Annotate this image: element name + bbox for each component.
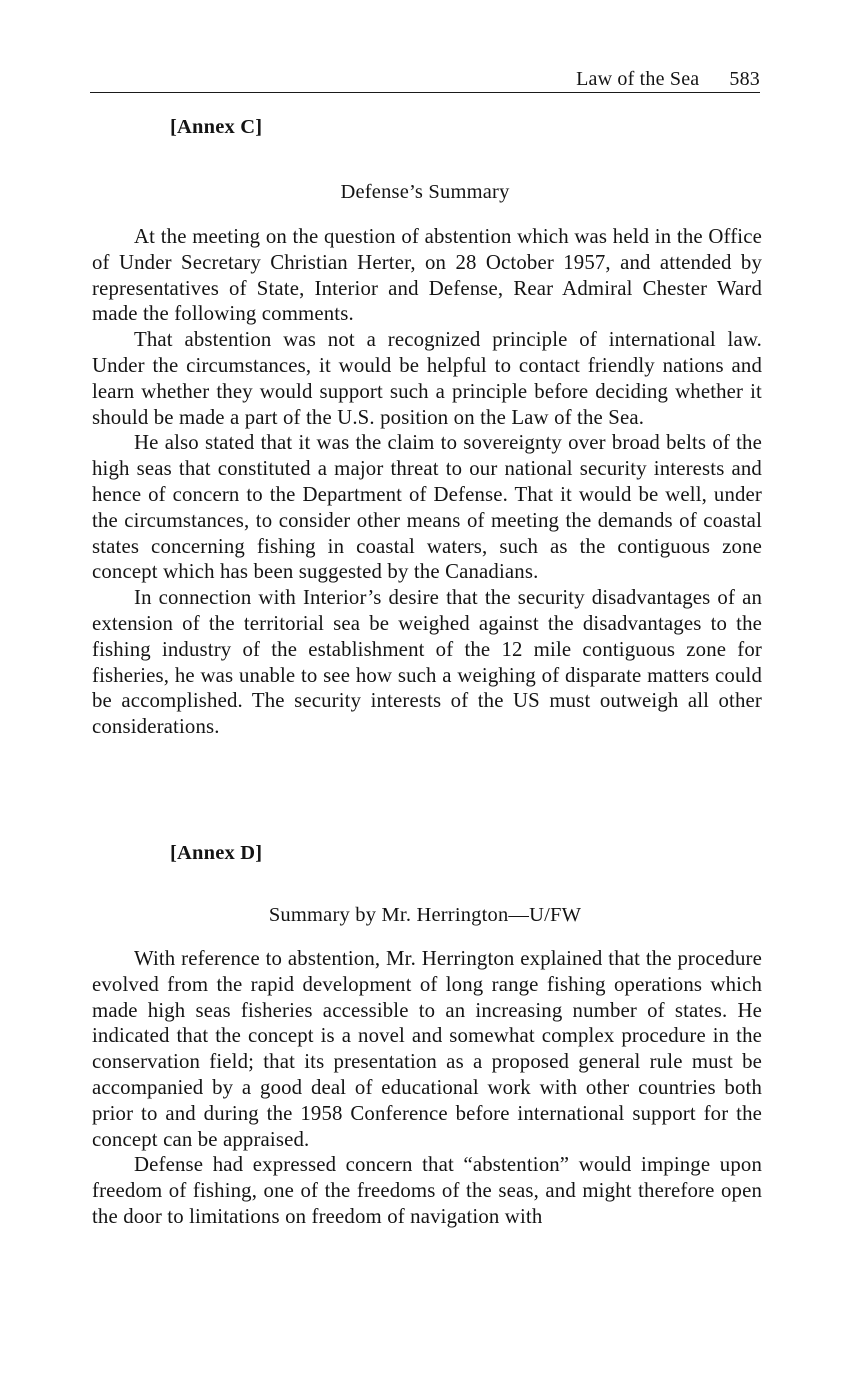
running-head — [90, 66, 760, 93]
annex-d-body — [92, 946, 762, 1230]
annex-c-body — [92, 224, 762, 740]
paragraph: He also stated that it was the claim to sovereignty over broad belts of the high seas that constituted a major threat to our national security interests and hence of concern to the Department of Defense. That it would be well, under the circumstances, to consider other means of meeting the demands of coastal states concerning fishing in coastal waters, such as the contiguous zone concept which has been suggested by the Canadians. — [92, 431, 762, 584]
running-title: Law of the Sea — [576, 68, 700, 90]
annex-c-label: [Annex C] — [170, 116, 263, 138]
page-number: 583 — [729, 68, 760, 90]
paragraph: That abstention was not a recognized principle of international law. Under the circumstances, it would be helpful to contact friendly nations and learn whether they would support such a principle before deciding whether it should be made a part of the U.S. position on the Law of the Sea. — [92, 328, 762, 429]
paragraph: Defense had expressed concern that “abstention” would impinge upon freedom of fishing, one of the freedoms of the seas, and might therefore open the door to limitations on freedom of navigation with — [92, 1153, 762, 1228]
annex-c-title: Defense’s Summary — [340, 181, 510, 203]
annex-d-title: Summary by Mr. Herrington—U/FW — [268, 904, 582, 926]
annex-d-label: [Annex D] — [170, 842, 263, 864]
paragraph: In connection with Interior’s desire that the security disadvantages of an extension of the territorial sea be weighed against the disadvantages to the fishing industry of the establishment of the 12 mile contiguous zone for fisheries, he was unable to see how such a weighing of disparate matters could be accomplished. The security interests of the US must outweigh all other considerations. — [92, 586, 762, 739]
paragraph: With reference to abstention, Mr. Herrington explained that the procedure evolved from the rapid development of long range fishing operations which made high seas fisheries accessible to an increasing number of states. He indicated that the concept is a novel and somewhat complex procedure in the conservation field; that its presentation as a proposed general rule must be accompanied by a good deal of educational work with other countries both prior to and during the 1958 Conference before international support for the concept can be appraised. — [92, 947, 762, 1151]
paragraph: At the meeting on the question of abstention which was held in the Office of Under Secretary Christian Herter, on 28 October 1957, and attended by representatives of State, Interior and Defense, Rear Admiral Chester Ward made the following comments. — [92, 225, 762, 326]
